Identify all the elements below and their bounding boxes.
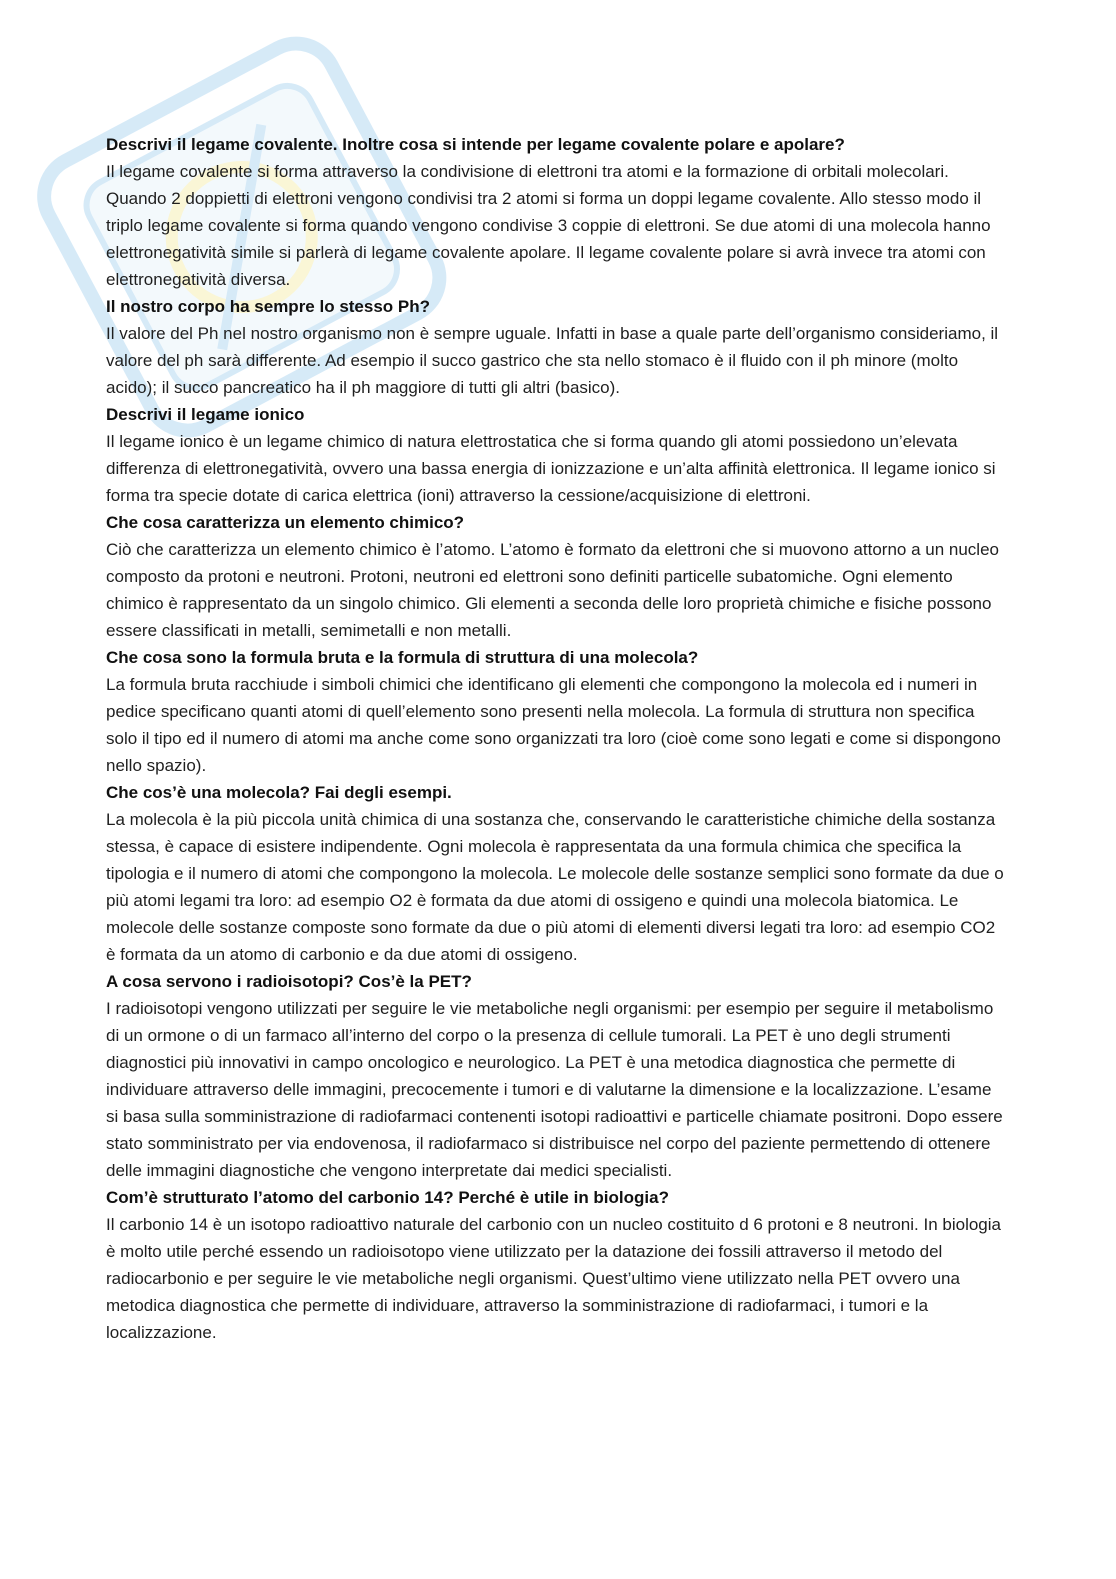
answer-paragraph: Il carbonio 14 è un isotopo radioattivo naturale del carbonio con un nucleo costituito d 6 protoni e 8 neutroni. In biologia è molto utile perché essendo un radioisotopo viene utilizzato per la datazione dei fossili attraverso il metodo del radiocarbonio e per seguire le vie metaboliche negli organismi. Quest’ultimo viene utilizzato nella PET ovvero una metodica diagnostica che permette di individuare, attraverso la somministrazione di radiofarmaci, i tumori e la localizzazione. xyxy=(106,1215,1001,1342)
qa-section xyxy=(106,401,1006,509)
qa-section xyxy=(106,779,1006,968)
question-heading: Che cosa sono la formula bruta e la formula di struttura di una molecola? xyxy=(106,648,699,667)
question-heading: Descrivi il legame ionico xyxy=(106,405,305,424)
answer-paragraph: Il legame ionico è un legame chimico di natura elettrostatica che si forma quando gli atomi possiedono un’elevata differenza di elettronegatività, ovvero una bassa energia di ionizzazione e un’alta affinità elettronica. Il legame ionico si forma tra specie dotate di carica elettrica (ioni) attraverso la cessione/acquisizione di elettroni. xyxy=(106,432,996,505)
qa-section xyxy=(106,1184,1006,1346)
qa-section xyxy=(106,644,1006,779)
answer-paragraph: Il legame covalente si forma attraverso la condivisione di elettroni tra atomi e la formazione di orbitali molecolari. Quando 2 doppietti di elettroni vengono condivisi tra 2 atomi si forma un doppi legame covalente. Allo stesso modo il triplo legame covalente si forma quando vengono condivise 3 coppie di elettroni. Se due atomi di una molecola hanno elettronegatività simile si parlerà di legame covalente apolare. Il legame covalente polare si avrà invece tra atomi con elettronegatività diversa. xyxy=(106,162,991,289)
answer-paragraph: Ciò che caratterizza un elemento chimico è l’atomo. L’atomo è formato da elettroni che si muovono attorno a un nucleo composto da protoni e neutroni. Protoni, neutroni ed elettroni sono definiti particelle subatomiche. Ogni elemento chimico è rappresentato da un singolo chimico. Gli elementi a seconda delle loro proprietà chimiche e fisiche possono essere classificati in metalli, semimetalli e non metalli. xyxy=(106,540,999,640)
question-heading: Che cos’è una molecola? Fai degli esempi. xyxy=(106,783,452,802)
question-heading: Il nostro corpo ha sempre lo stesso Ph? xyxy=(106,297,431,316)
question-heading: Com’è strutturato l’atomo del carbonio 14? Perché è utile in biologia? xyxy=(106,1188,669,1207)
question-heading: Che cosa caratterizza un elemento chimico? xyxy=(106,513,465,532)
question-heading: Descrivi il legame covalente. Inoltre cosa si intende per legame covalente polare e apolare? xyxy=(106,135,845,154)
qa-section xyxy=(106,293,1006,401)
question-heading: A cosa servono i radioisotopi? Cos’è la PET? xyxy=(106,972,472,991)
document-page xyxy=(106,131,1006,1346)
answer-paragraph: Il valore del Ph nel nostro organismo non è sempre uguale. Infatti in base a quale parte dell’organismo consideriamo, il valore del ph sarà differente. Ad esempio il succo gastrico che sta nello stomaco è il fluido con il ph minore (molto acido); il succo pancreatico ha il ph maggiore di tutti gli altri (basico). xyxy=(106,324,999,397)
qa-section xyxy=(106,131,1006,293)
answer-paragraph: La formula bruta racchiude i simboli chimici che identificano gli elementi che compongono la molecola ed i numeri in pedice specificano quanti atomi di quell’elemento sono presenti nella molecola. La formula di struttura non specifica solo il tipo ed il numero di atomi ma anche come sono organizzati tra loro (cioè come sono legati e come si dispongono nello spazio). xyxy=(106,675,1001,775)
answer-paragraph: I radioisotopi vengono utilizzati per seguire le vie metaboliche negli organismi: per esempio per seguire il metabolismo di un ormone o di un farmaco all’interno del corpo o la presenza di cellule tumorali. La PET è uno degli strumenti diagnostici più innovativi in campo oncologico e neurologico. La PET è una metodica diagnostica che permette di individuare attraverso delle immagini, precocemente i tumori e di valutarne la dimensione e la localizzazione. L’esame si basa sulla somministrazione di radiofarmaci contenenti isotopi radioattivi e particelle chiamate positroni. Dopo essere stato somministrato per via endovenosa, il radiofarmaco si distribuisce nel corpo del paziente permettendo di ottenere delle immagini diagnostiche che vengono interpretate dai medici specialisti. xyxy=(106,999,1003,1180)
qa-section xyxy=(106,968,1006,1184)
answer-paragraph: La molecola è la più piccola unità chimica di una sostanza che, conservando le caratteristiche chimiche della sostanza stessa, è capace di esistere indipendente. Ogni molecola è rappresentata da una formula chimica che specifica la tipologia e il numero di atomi che compongono la molecola. Le molecole delle sostanze semplici sono formate da due o più atomi legami tra loro: ad esempio O2 è formata da due atomi di ossigeno e quindi una molecola biatomica. Le molecole delle sostanze composte sono formate da due o più atomi di elementi diversi legati tra loro: ad esempio CO2 è formata da un atomo di carbonio e da due atomi di ossigeno. xyxy=(106,810,1004,964)
qa-section xyxy=(106,509,1006,644)
